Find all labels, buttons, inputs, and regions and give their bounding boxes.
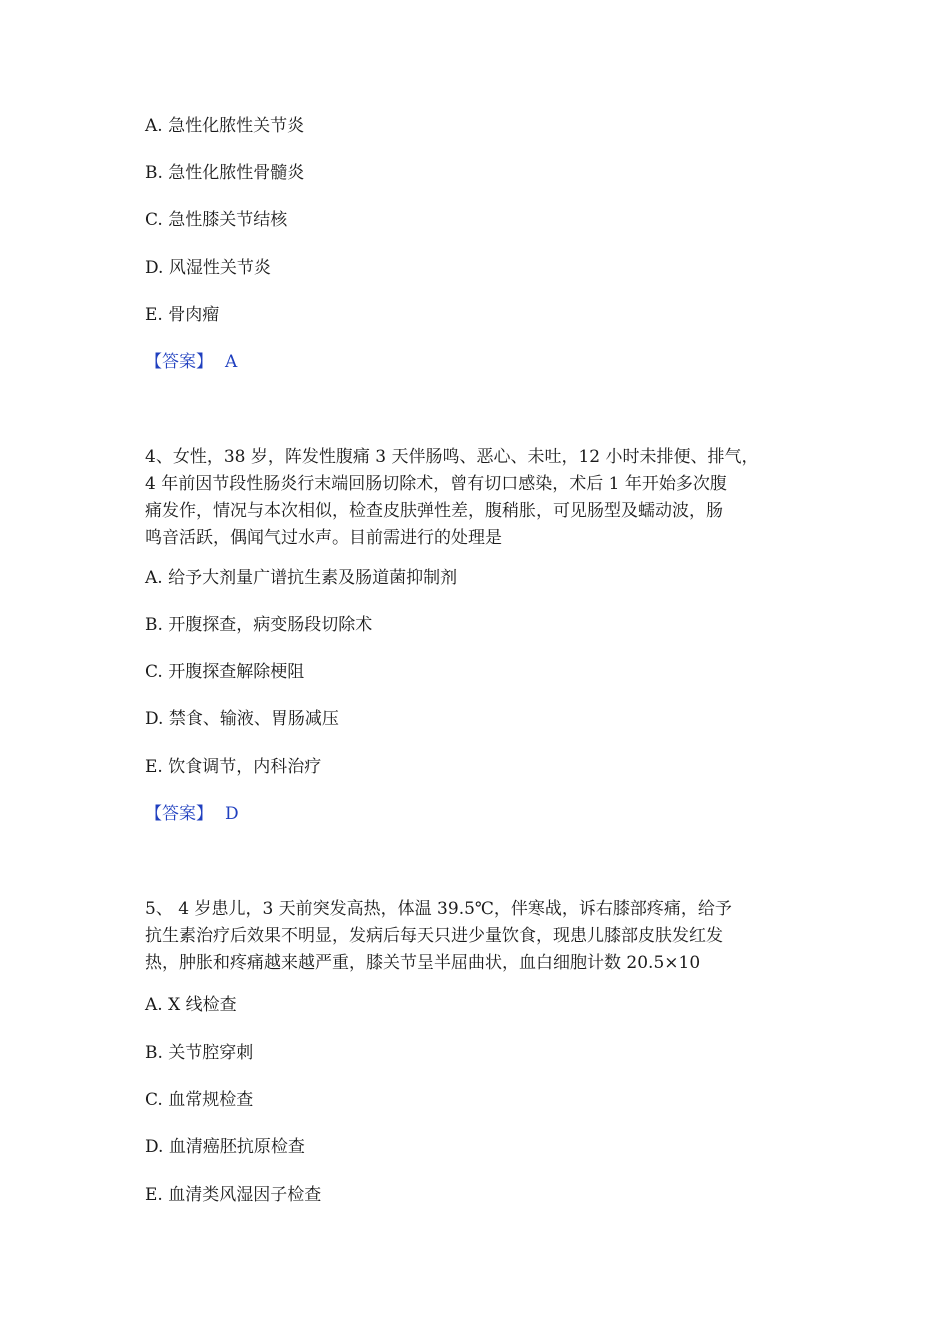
q3-option-a: A. 急性化脓性关节炎 <box>145 116 305 136</box>
q4-option-a: A. 给予大剂量广谱抗生素及肠道菌抑制剂 <box>145 568 458 588</box>
q4-option-d: D. 禁食、输液、胃肠减压 <box>145 709 339 729</box>
q4-option-c: C. 开腹探查解除梗阻 <box>145 662 305 682</box>
q3-option-d: D. 风湿性关节炎 <box>145 258 271 278</box>
answer-value: D <box>225 804 239 824</box>
q4-answer <box>145 802 239 826</box>
q5-option-d: D. 血清癌胚抗原检查 <box>145 1137 305 1157</box>
q5-option-b: B. 关节腔穿刺 <box>145 1043 254 1063</box>
q4-stem-line: 4、女性，38 岁，阵发性腹痛 3 天伴肠鸣、恶心、未吐，12 小时未排便、排气， <box>145 447 759 467</box>
q4-option-e: E. 饮食调节，内科治疗 <box>145 757 322 777</box>
answer-value: A <box>225 352 238 372</box>
q4-stem-line: 4 年前因节段性肠炎行末端回肠切除术，曾有切口感染，术后 1 年开始多次腹 <box>145 474 727 494</box>
q3-option-b: B. 急性化脓性骨髓炎 <box>145 163 305 183</box>
q3-answer <box>145 350 237 374</box>
q4-stem-line: 痛发作，情况与本次相似，检查皮肤弹性差，腹稍胀，可见肠型及蠕动波，肠 <box>145 501 723 521</box>
q5-option-a: A. X 线检查 <box>145 995 237 1015</box>
q4-stem <box>145 444 825 552</box>
answer-label: 【答案】 <box>145 352 213 372</box>
q4-option-b: B. 开腹探查，病变肠段切除术 <box>145 615 373 635</box>
q5-stem-line: 5、 4 岁患儿，3 天前突发高热，体温 39.5℃，伴寒战，诉右膝部疼痛，给予 <box>145 899 732 919</box>
q5-stem-line: 热，肿胀和疼痛越来越严重，膝关节呈半屈曲状，血白细胞计数 20.5×10 <box>145 953 701 973</box>
q5-stem <box>145 896 825 977</box>
q5-option-e: E. 血清类风湿因子检查 <box>145 1185 322 1205</box>
q3-option-c: C. 急性膝关节结核 <box>145 210 288 230</box>
q4-stem-line: 鸣音活跃，偶闻气过水声。目前需进行的处理是 <box>145 528 502 548</box>
answer-label: 【答案】 <box>145 804 213 824</box>
q5-stem-line: 抗生素治疗后效果不明显，发病后每天只进少量饮食，现患儿膝部皮肤发红发 <box>145 926 723 946</box>
q5-option-c: C. 血常规检查 <box>145 1090 254 1110</box>
q3-option-e: E. 骨肉瘤 <box>145 305 220 325</box>
